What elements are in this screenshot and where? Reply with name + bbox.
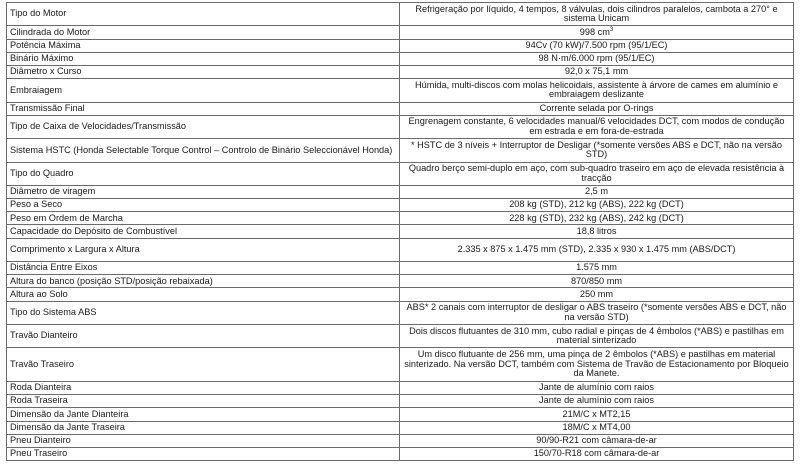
spec-value — [400, 3, 794, 26]
spec-label: Diâmetro de viragem — [7, 185, 400, 198]
spec-value-text: 208 kg (STD), 212 kg (ABS), 222 kg (DCT) — [509, 199, 684, 210]
spec-label: Embraiagem — [7, 79, 400, 102]
table-row — [7, 262, 794, 275]
table-row — [7, 225, 794, 238]
table-row — [7, 301, 794, 324]
spec-value — [400, 262, 794, 275]
spec-label: Diâmetro x Curso — [7, 65, 400, 78]
table-row — [7, 3, 794, 26]
table-row — [7, 212, 794, 225]
spec-value-text: 150/70-R18 com câmara-de-ar — [533, 448, 660, 459]
table-row — [7, 408, 794, 421]
spec-value — [400, 26, 794, 39]
spec-value-text: 94Cv (70 kW)/7.500 rpm (95/1/EC) — [525, 39, 668, 50]
spec-value-text: Jante de alumínio com raios — [539, 395, 654, 406]
spec-value-text: 18M/C x MT4,00 — [562, 421, 631, 432]
table-row — [7, 199, 794, 212]
table-row — [7, 102, 794, 115]
spec-value-text: 92,0 x 75,1 mm — [564, 66, 629, 77]
table-row — [7, 447, 794, 460]
spec-label: Pneu Traseiro — [7, 447, 400, 460]
spec-label: Tipo do Sistema ABS — [7, 301, 400, 324]
spec-label: Altura ao Solo — [7, 288, 400, 301]
table-row — [7, 185, 794, 198]
spec-label: Tipo do Motor — [7, 3, 400, 26]
table-row — [7, 434, 794, 447]
spec-label: Comprimento x Largura x Altura — [7, 238, 400, 261]
spec-value-text: Húmida, multi-discos com molas helicoidais, assistente à árvore de cames em alumínio e embraiagem deslizante — [414, 79, 779, 100]
spec-value-text: 90/90-R21 com câmara-de-ar — [536, 435, 657, 446]
spec-value — [400, 348, 794, 382]
spec-value-text: Corrente selada por O-rings — [539, 102, 654, 113]
spec-value-text: 870/850 mm — [570, 275, 623, 286]
spec-value — [400, 162, 794, 185]
table-row — [7, 139, 794, 162]
table-row — [7, 65, 794, 78]
spec-label: Cilindrada do Motor — [7, 26, 400, 39]
spec-label: Dimensão da Jante Dianteira — [7, 408, 400, 421]
spec-label: Potência Máxima — [7, 39, 400, 52]
spec-value — [400, 434, 794, 447]
spec-value — [400, 395, 794, 408]
spec-value-text: Dois discos flutuantes de 310 mm, cubo radial e pinças de 4 êmbolos (*ABS) e pastilhas em material sinterizado — [409, 325, 784, 346]
spec-value — [400, 421, 794, 434]
spec-value — [400, 225, 794, 238]
spec-value-text: 228 kg (STD), 232 kg (ABS), 242 kg (DCT) — [509, 212, 684, 223]
spec-label: Capacidade do Depósito de Combustível — [7, 225, 400, 238]
spec-value — [400, 102, 794, 115]
spec-value-text: 1.575 mm — [576, 262, 617, 273]
spec-value-text: 2.335 x 875 x 1.475 mm (STD), 2.335 x 930 x 1.475 mm (ABS/DCT) — [457, 244, 736, 255]
spec-label: Tipo do Quadro — [7, 162, 400, 185]
unit-superscript: 3 — [609, 26, 614, 33]
spec-label: Peso em Ordem de Marcha — [7, 212, 400, 225]
table-row — [7, 26, 794, 39]
spec-label: Travão Dianteiro — [7, 324, 400, 347]
table-row — [7, 288, 794, 301]
spec-label: Tipo de Caixa de Velocidades/Transmissão — [7, 115, 400, 138]
spec-label: Distância Entre Eixos — [7, 262, 400, 275]
table-row — [7, 348, 794, 382]
spec-value — [400, 212, 794, 225]
spec-label: Roda Traseira — [7, 395, 400, 408]
spec-value-text: Quadro berço semi-duplo em aço, com sub-quadro traseiro em aço de elevada resistência à tracção — [408, 163, 785, 183]
spec-value — [400, 65, 794, 78]
spec-value — [400, 447, 794, 460]
spec-value — [400, 79, 794, 102]
spec-label: Binário Máximo — [7, 52, 400, 65]
spec-label: Roda Dianteira — [7, 381, 400, 394]
spec-table-body — [7, 3, 794, 461]
spec-value-text: Engrenagem constante, 6 velocidades manual/6 velocidades DCT, com modos de condução em estrada e em fora-de-estrada — [408, 116, 785, 136]
spec-sheet — [6, 2, 794, 474]
table-row — [7, 238, 794, 261]
spec-value-text: 998 cm — [579, 26, 610, 37]
spec-value-text: Um disco flutuante de 256 mm, uma pinça de 2 êmbolos (*ABS) e pastilhas em material sinterizado. Na versão DCT, também com Sistema de Travão de Estacionamento por Bloqueio da Manete. — [404, 349, 789, 379]
spec-value — [400, 324, 794, 347]
table-row — [7, 381, 794, 394]
table-row — [7, 115, 794, 138]
spec-value — [400, 408, 794, 421]
spec-value — [400, 115, 794, 138]
spec-value — [400, 199, 794, 212]
spec-value-text: 2,5 m — [585, 186, 608, 197]
spec-label: Pneu Dianteiro — [7, 434, 400, 447]
spec-value — [400, 139, 794, 162]
table-row — [7, 275, 794, 288]
spec-value-text: 250 mm — [579, 288, 614, 299]
spec-value — [400, 301, 794, 324]
spec-label: Sistema HSTC (Honda Selectable Torque Control – Controlo de Binário Seleccionável Honda) — [7, 139, 400, 162]
spec-value-text: Refrigeração por líquido, 4 tempos, 8 válvulas, dois cilindros paralelos, cambota a 270° e sistema Unicam — [415, 3, 778, 24]
spec-value-text: * HSTC de 3 níveis + Interruptor de Desligar (*somente versões ABS e DCT, não na versão STD) — [411, 139, 782, 160]
spec-label: Dimensão da Jante Traseira — [7, 421, 400, 434]
spec-value-text: ABS* 2 canais com interruptor de desligar o ABS traseiro (*somente versões ABS e DCT, não na versão STD) — [406, 302, 787, 322]
spec-table — [6, 2, 794, 461]
spec-label: Peso a Seco — [7, 199, 400, 212]
spec-value — [400, 288, 794, 301]
table-row — [7, 324, 794, 347]
table-row — [7, 39, 794, 52]
spec-value-text: 98 N·m/6.000 rpm (95/1/EC) — [538, 53, 655, 64]
spec-value — [400, 185, 794, 198]
spec-label: Travão Traseiro — [7, 348, 400, 382]
spec-value — [400, 238, 794, 261]
spec-label: Transmissão Final — [7, 102, 400, 115]
spec-value-text: 21M/C x MT2,15 — [562, 408, 631, 419]
spec-value-text: Jante de alumínio com raios — [539, 382, 654, 393]
table-row — [7, 52, 794, 65]
spec-value — [400, 381, 794, 394]
table-row — [7, 162, 794, 185]
spec-value — [400, 39, 794, 52]
table-row — [7, 79, 794, 102]
table-row — [7, 421, 794, 434]
spec-value-text: 18,8 litros — [576, 225, 617, 236]
table-row — [7, 395, 794, 408]
spec-value — [400, 52, 794, 65]
spec-label: Altura do banco (posição STD/posição rebaixada) — [7, 275, 400, 288]
spec-value — [400, 275, 794, 288]
